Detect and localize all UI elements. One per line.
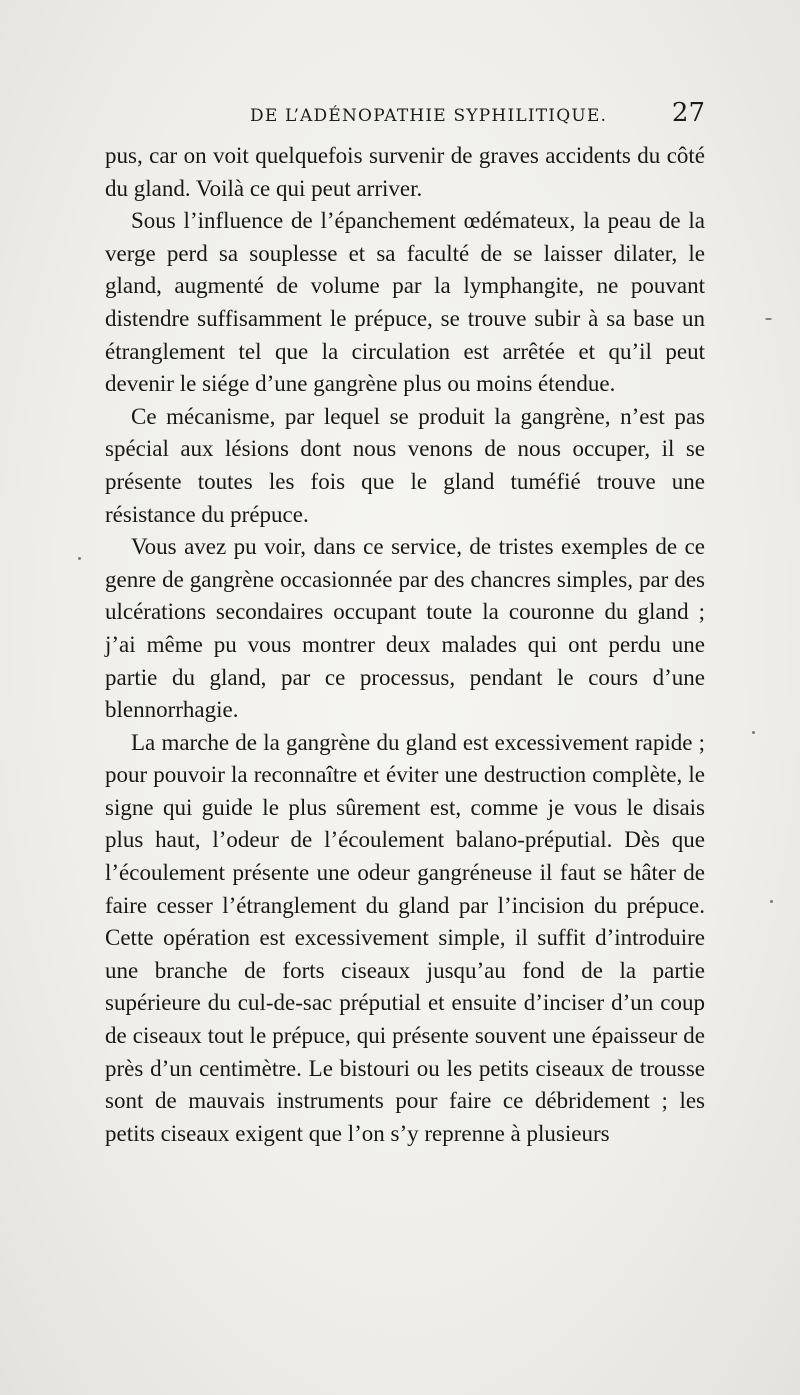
page-number: 27 (671, 98, 705, 128)
paragraph-continued: pus, car on voit quelquefois survenir de graves accidents du côté du gland. Voilà ce qui peut arriver. (105, 143, 705, 201)
print-speck (78, 557, 81, 560)
print-speck (770, 900, 773, 903)
body-text (105, 140, 705, 1150)
print-speck (752, 731, 755, 734)
running-title: DE L’ADÉNOPATHIE SYPHILITIQUE. (250, 106, 608, 126)
paragraph: La marche de la gangrène du gland est excessivement rapide ; pour pouvoir la reconnaître et éviter une destruction complète, le signe qui guide le plus sûrement est, comme je vous le disais plus haut, l’odeur de l’écoulement balano-préputial. Dès que l’écoulement présente une odeur gangréneuse il faut se hâter de faire cesser l’étranglement du gland par l’incision du prépuce. Cette opération est excessivement simple, il suffit d’introduire une branche de forts ciseaux jusqu’au fond de la partie supérieure du cul-de-sac préputial et ensuite d’inciser d’un coup de ciseaux tout le prépuce, qui présente souvent une épaisseur de près d’un centimètre. Le bistouri ou les petits ciseaux de trousse sont de mauvais instruments pour faire ce débridement ; les petits ciseaux exigent que l’on s’y reprenne à plusieurs (105, 729, 705, 1146)
paragraph: Vous avez pu voir, dans ce service, de tristes exemples de ce genre de gangrène occasionnée par des chancres simples, par des ulcérations secondaires occupant toute la couronne du gland ; j’ai même pu vous montrer deux malades qui ont perdu une partie du gland, par ce processus, pendant le cours d’une blennorrhagie. (105, 534, 705, 723)
page-header (105, 98, 705, 138)
paragraph: Ce mécanisme, par lequel se produit la gangrène, n’est pas spécial aux lésions dont nous venons de nous occuper, il se présente toutes les fois que le gland tuméfié trouve une résistance du prépuce. (105, 403, 705, 527)
print-speck (765, 318, 772, 320)
paragraph: Sous l’influence de l’épanchement œdémateux, la peau de la verge perd sa souplesse et sa faculté de se laisser dilater, le gland, augmenté de volume par la lymphangite, ne pouvant distendre suffisamment le prépuce, se trouve subir à sa base un étranglement tel que la circulation est arrêtée et qu’il peut devenir le siége d’une gangrène plus ou moins étendue. (105, 208, 705, 397)
